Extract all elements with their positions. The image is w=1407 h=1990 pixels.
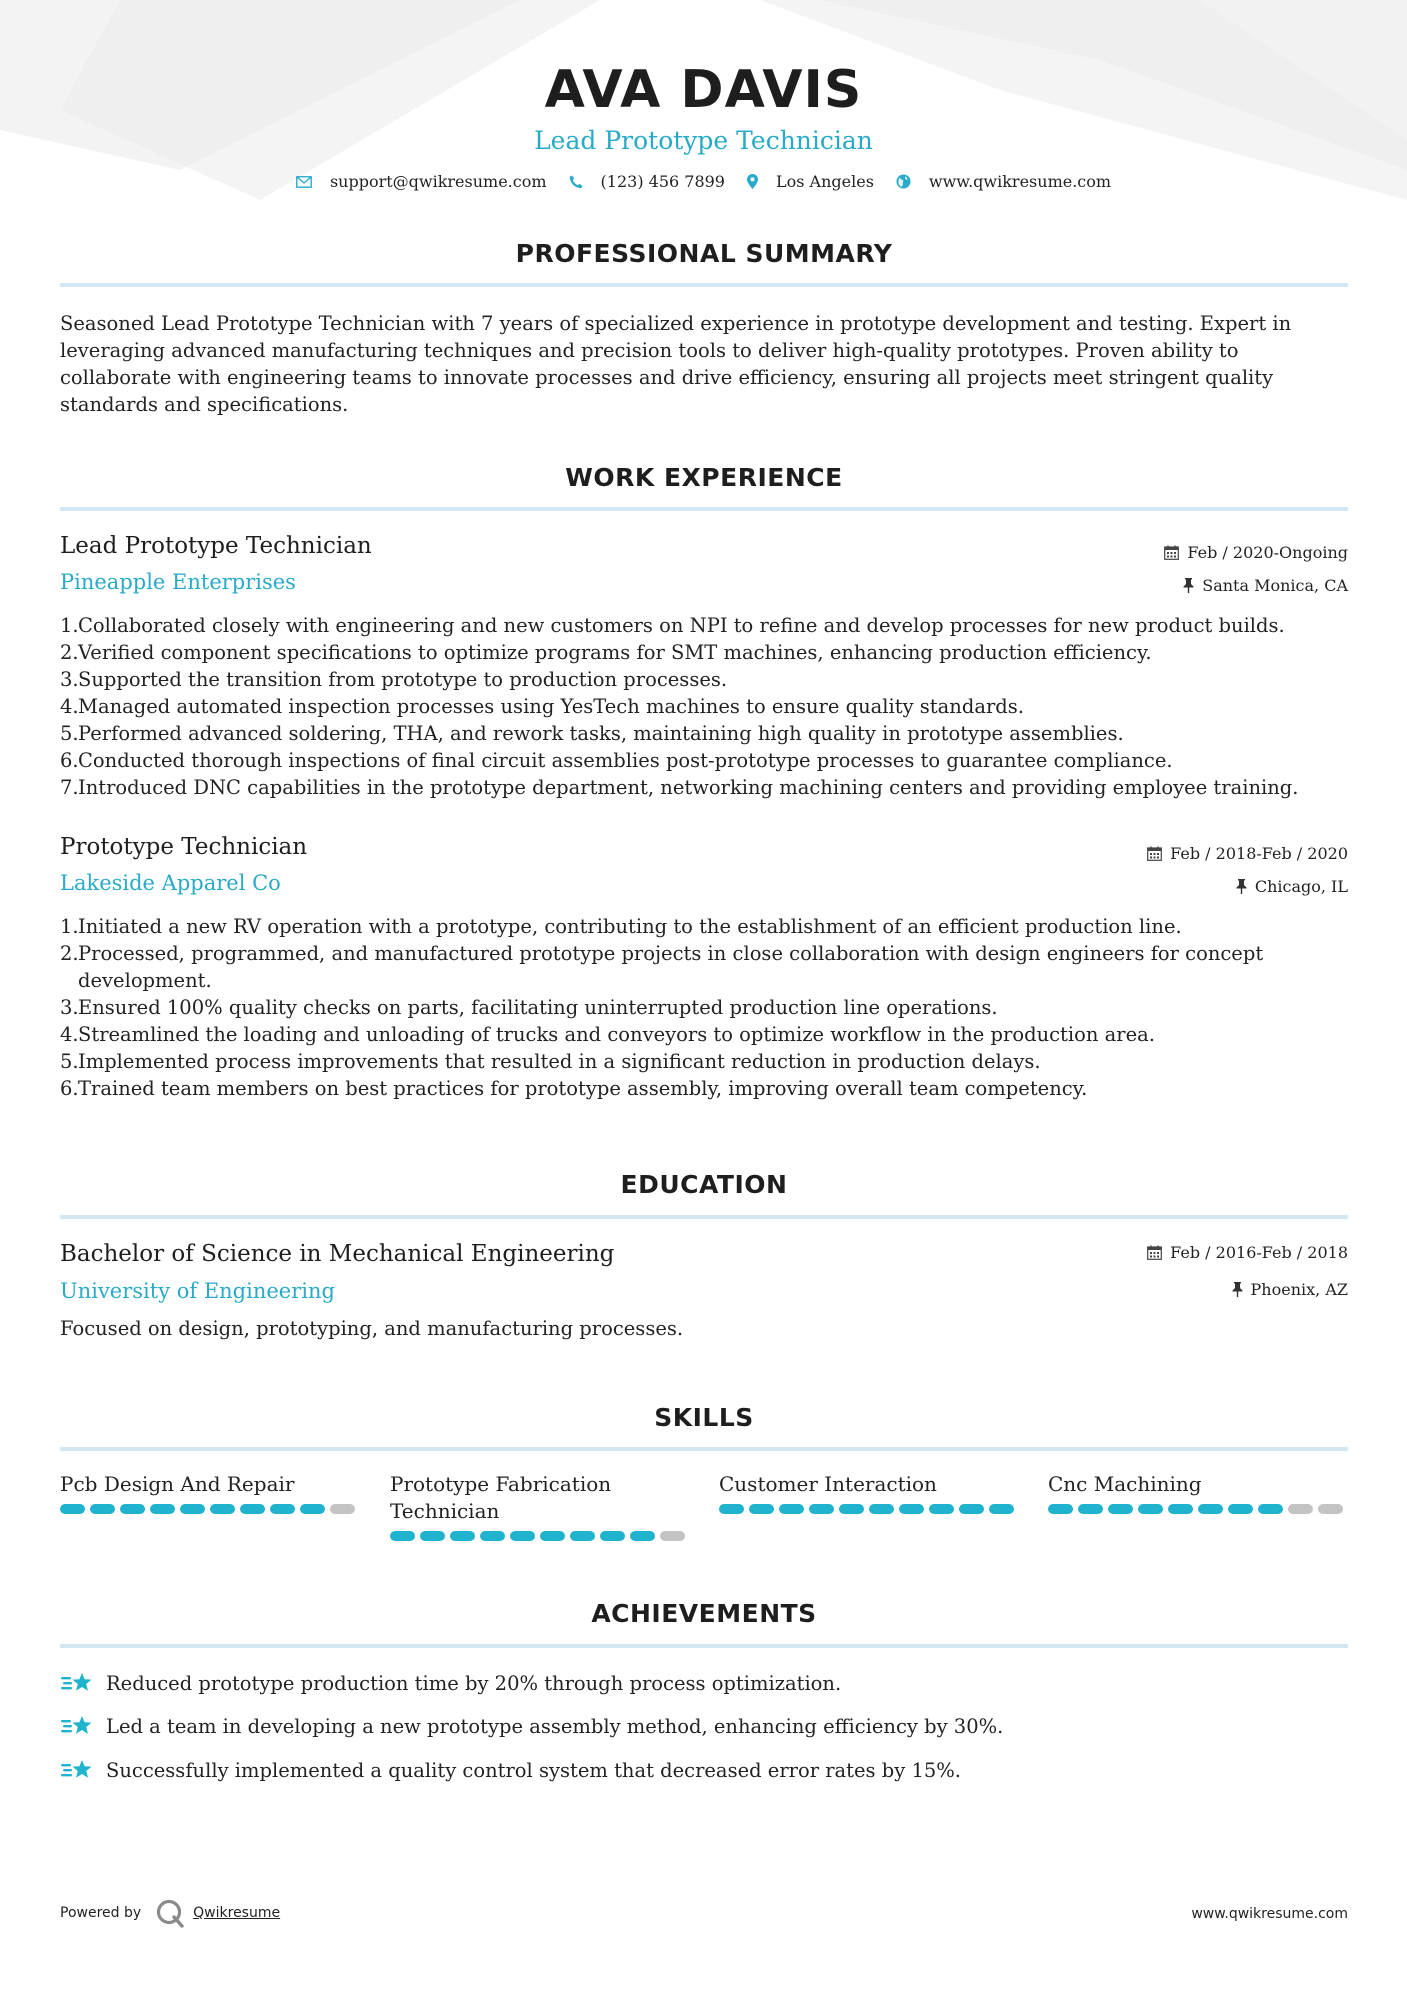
pushpin-icon: [1183, 578, 1194, 593]
skills-heading: SKILLS: [654, 1403, 754, 1432]
skills-divider: [60, 1447, 1348, 1451]
qwikresume-logo-icon: [155, 1898, 185, 1928]
job-title: Lead Prototype Technician: [60, 533, 372, 559]
job-bullets: [60, 612, 1350, 801]
education-heading: EDUCATION: [620, 1170, 788, 1199]
skill-bar-segment: [240, 1504, 265, 1514]
achievement-item: [60, 1713, 1003, 1739]
skill-bar-segment: [540, 1531, 565, 1541]
job-title: Prototype Technician: [60, 834, 308, 860]
calendar-icon: [1147, 1245, 1162, 1260]
list-item: 2. Processed, programmed, and manufactured prototype projects in close collaboration with design engineers for concept development.: [60, 942, 1264, 992]
achievement-text: Led a team in developing a new prototype assembly method, enhancing efficiency by 30%.: [106, 1714, 1004, 1738]
skill-name: Prototype Fabrication Technician: [390, 1472, 612, 1523]
list-item: 7. Introduced DNC capabilities in the prototype department, networking machining centers and providing employee training.: [60, 776, 1299, 799]
contact-bar: [0, 172, 1407, 191]
list-item: 3. Ensured 100% quality checks on parts, facilitating uninterrupted production line operations.: [60, 996, 998, 1019]
job-company: Pineapple Enterprises: [60, 570, 296, 594]
calendar-icon: [1147, 846, 1162, 861]
skill-bar-segment: [929, 1504, 954, 1514]
skill-bar-segment: [330, 1504, 355, 1514]
skill-bar-segment: [90, 1504, 115, 1514]
shooting-star-icon: [60, 1757, 94, 1783]
job-bullets: [60, 913, 1350, 1102]
skill-bar-segment: [779, 1504, 804, 1514]
skill-bar-segment: [60, 1504, 85, 1514]
job-location-text: Santa Monica, CA: [1202, 576, 1348, 595]
skill-bar-segment: [300, 1504, 325, 1514]
achievements-divider: [60, 1644, 1348, 1648]
achievement-text: Successfully implemented a quality control system that decreased error rates by 15%.: [106, 1758, 962, 1782]
skill-bar-segment: [989, 1504, 1014, 1514]
phone-text: (123) 456 7899: [600, 172, 725, 191]
candidate-title: Lead Prototype Technician: [534, 126, 873, 155]
list-item: 6. Trained team members on best practices for prototype assembly, improving overall team competency.: [60, 1077, 1088, 1100]
skill-bar-segment: [180, 1504, 205, 1514]
skill-bar-segment: [600, 1531, 625, 1541]
skill-bar-segment: [959, 1504, 984, 1514]
skill-bar-segment: [1078, 1504, 1103, 1514]
skill-bar-segment: [719, 1504, 744, 1514]
skill-level-bar: [390, 1531, 690, 1541]
skill-bar-segment: [1108, 1504, 1133, 1514]
skill-bar-segment: [1138, 1504, 1163, 1514]
summary-divider: [60, 283, 1348, 287]
skill-level-bar: [1048, 1504, 1348, 1514]
achievement-item: [60, 1670, 841, 1696]
skill-bar-segment: [1168, 1504, 1193, 1514]
summary-heading: PROFESSIONAL SUMMARY: [515, 239, 893, 268]
degree-title: Bachelor of Science in Mechanical Engineering: [60, 1241, 615, 1267]
achievement-text: Reduced prototype production time by 20% through process optimization.: [106, 1671, 842, 1695]
education-location-text: Phoenix, AZ: [1250, 1280, 1348, 1299]
skill-bar-segment: [1228, 1504, 1253, 1514]
shooting-star-icon: [60, 1670, 94, 1696]
skill-item: [1048, 1471, 1348, 1514]
job-dates: [1147, 844, 1348, 863]
envelope-icon: [296, 176, 312, 188]
contact-email[interactable]: [296, 172, 547, 191]
list-item: 4. Managed automated inspection processes using YesTech machines to ensure quality standards.: [60, 695, 1024, 718]
job-company: Lakeside Apparel Co: [60, 871, 281, 895]
globe-icon: [896, 174, 911, 189]
skill-bar-segment: [869, 1504, 894, 1514]
skill-bar-segment: [570, 1531, 595, 1541]
skill-bar-segment: [809, 1504, 834, 1514]
email-text: support@qwikresume.com: [329, 172, 547, 191]
achievements-heading: ACHIEVEMENTS: [591, 1599, 817, 1628]
contact-website[interactable]: [896, 172, 1111, 191]
education-dates: [1147, 1243, 1348, 1262]
skill-level-bar: [719, 1504, 1019, 1514]
pushpin-icon: [1236, 879, 1247, 894]
education-description: Focused on design, prototyping, and manufacturing processes.: [60, 1317, 684, 1340]
list-item: 1. Initiated a new RV operation with a prototype, contributing to the establishment of an efficient production line.: [60, 915, 1182, 938]
skill-level-bar: [60, 1504, 360, 1514]
phone-icon: [569, 175, 583, 189]
contact-phone[interactable]: [569, 172, 725, 191]
skill-bar-segment: [120, 1504, 145, 1514]
skill-bar-segment: [1318, 1504, 1343, 1514]
list-item: 2. Verified component specifications to optimize programs for SMT machines, enhancing production efficiency.: [60, 641, 1152, 664]
skill-bar-segment: [150, 1504, 175, 1514]
list-item: 1. Collaborated closely with engineering and new customers on NPI to refine and develop processes for new product builds.: [60, 614, 1285, 637]
contact-location: [747, 172, 874, 191]
skill-bar-segment: [1288, 1504, 1313, 1514]
list-item: 3. Supported the transition from prototype to production processes.: [60, 668, 728, 691]
job-dates-text: Feb / 2018-Feb / 2020: [1170, 844, 1348, 863]
skill-bar-segment: [450, 1531, 475, 1541]
brand-link[interactable]: Qwikresume: [193, 1905, 281, 1921]
education-divider: [60, 1215, 1348, 1219]
skill-bar-segment: [839, 1504, 864, 1514]
candidate-name: AVA DAVIS: [544, 60, 863, 120]
skill-bar-segment: [210, 1504, 235, 1514]
education-location: [1232, 1280, 1348, 1299]
list-item: 4. Streamlined the loading and unloading of trucks and conveyors to optimize workflow in the production area.: [60, 1023, 1155, 1046]
skill-item: [390, 1471, 690, 1541]
skill-name: Customer Interaction: [719, 1472, 937, 1496]
skill-bar-segment: [1258, 1504, 1283, 1514]
skill-bar-segment: [1048, 1504, 1073, 1514]
skill-bar-segment: [899, 1504, 924, 1514]
map-pin-icon: [747, 174, 758, 189]
job-dates: [1164, 543, 1348, 562]
skill-item: [719, 1471, 1019, 1514]
list-item: 5. Performed advanced soldering, THA, and rework tasks, maintaining high quality in prototype assemblies.: [60, 722, 1124, 745]
powered-by-label: Powered by: [60, 1905, 142, 1921]
skill-bar-segment: [749, 1504, 774, 1514]
skill-name: Cnc Machining: [1048, 1472, 1202, 1496]
skill-name: Pcb Design And Repair: [60, 1472, 295, 1496]
skill-bar-segment: [660, 1531, 685, 1541]
job-dates-text: Feb / 2020-Ongoing: [1187, 543, 1348, 562]
summary-text: Seasoned Lead Prototype Technician with 7 years of specialized experience in prototype development and testing. Expert in leveraging advanced manufacturing techniques and precision tools to deliver high-quality prototypes. Proven ability to collaborate with engineering teams to innovate processes and drive efficiency, ensuring all projects meet stringent quality standards and specifications.: [60, 312, 1292, 416]
school-name: University of Engineering: [60, 1279, 335, 1303]
shooting-star-icon: [60, 1713, 94, 1739]
education-dates-text: Feb / 2016-Feb / 2018: [1170, 1243, 1348, 1262]
achievement-item: [60, 1757, 961, 1783]
skill-bar-segment: [480, 1531, 505, 1541]
skill-bar-segment: [510, 1531, 535, 1541]
job-location: [1183, 576, 1348, 595]
footer-website[interactable]: www.qwikresume.com: [1191, 1906, 1348, 1922]
experience-divider: [60, 507, 1348, 511]
job-location: [1236, 877, 1348, 896]
list-item: 6. Conducted thorough inspections of final circuit assemblies post-prototype processes to guarantee compliance.: [60, 749, 1173, 772]
skill-item: [60, 1471, 360, 1514]
pushpin-icon: [1232, 1282, 1243, 1297]
skill-bar-segment: [390, 1531, 415, 1541]
footer-powered-by: [60, 1898, 280, 1928]
job-location-text: Chicago, IL: [1254, 877, 1348, 896]
skill-bar-segment: [630, 1531, 655, 1541]
list-item: 5. Implemented process improvements that resulted in a significant reduction in production delays.: [60, 1050, 1041, 1073]
experience-heading: WORK EXPERIENCE: [565, 463, 843, 492]
website-text: www.qwikresume.com: [928, 172, 1112, 191]
skill-bar-segment: [1198, 1504, 1223, 1514]
calendar-icon: [1164, 545, 1179, 560]
skill-bar-segment: [420, 1531, 445, 1541]
location-text: Los Angeles: [775, 172, 874, 191]
resume-header: [0, 55, 1407, 157]
skill-bar-segment: [270, 1504, 295, 1514]
